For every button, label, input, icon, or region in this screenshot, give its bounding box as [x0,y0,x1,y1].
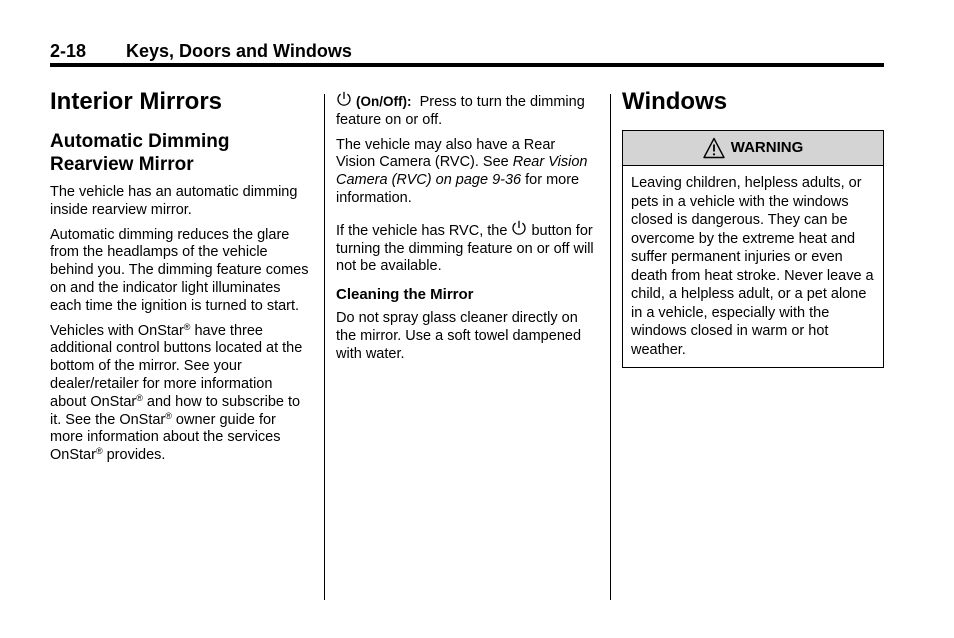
warning-header [623,131,883,166]
warning-text: Leaving children, helpless adults, or pets in a vehicle with the windows closed is dangerous. They can be overcome by the extreme heat and suffer permanent injuries or even death from heat stroke. Never leave a child, a helpless adult, or a pet alone in a vehicle, especially with the windows closed in warm or hot weather. [631,175,874,358]
cleaning-heading: Cleaning the Mirror [336,286,474,304]
page-header [50,40,884,62]
column-right [622,88,884,368]
windows-heading: Windows [622,88,728,115]
column-left [50,88,312,472]
column-divider [610,94,611,600]
warning-box [622,130,884,368]
rvc-reference: Rear Vision Camera (RVC) on page 9-36 [336,154,588,189]
cleaning-paragraph: Do not spray glass cleaner directly on the mirror. Use a soft towel dampened with water. [336,310,582,362]
rvc-paragraph: The vehicle may also have a Rear Vision Camera (RVC). See Rear Vision Camera (RVC) on page 9-36 for more information. [336,136,588,206]
power-icon [511,220,527,236]
header-rule [50,63,884,67]
paragraph: The vehicle has an automatic dimming inside rearview mirror. [50,184,298,218]
paragraph: Automatic dimming reduces the glare from the headlamps of the vehicle behind you. The dimming feature comes on and the indicator light illuminates each time the ignition is turned to start. [50,226,309,314]
auto-dimming-heading: Automatic Dimming Rearview Mirror [50,131,230,175]
power-icon [336,91,352,107]
onoff-label: (On/Off): [356,94,412,109]
onoff-paragraph: (On/Off): Press to turn the dimming feature on or off. [336,91,598,130]
interior-mirrors-heading: Interior Mirrors [50,88,223,115]
page-number: 2-18 [50,41,87,61]
column-divider [324,94,325,600]
rvc2-paragraph: If the vehicle has RVC, the button for turning the dimming feature on or off will not be available. [336,220,598,276]
onstar-paragraph: Vehicles with OnStar® have three additional control buttons located at the bottom of the mirror. See your dealer/retailer for more information about OnStar® and how to subscribe to it. See the OnStar® owner guide for more information about the services OnStar® provides. [50,321,303,464]
warning-icon [703,137,725,159]
column-middle [336,91,598,371]
warning-label: WARNING [730,139,804,157]
section-title: Keys, Doors and Windows [126,41,352,61]
